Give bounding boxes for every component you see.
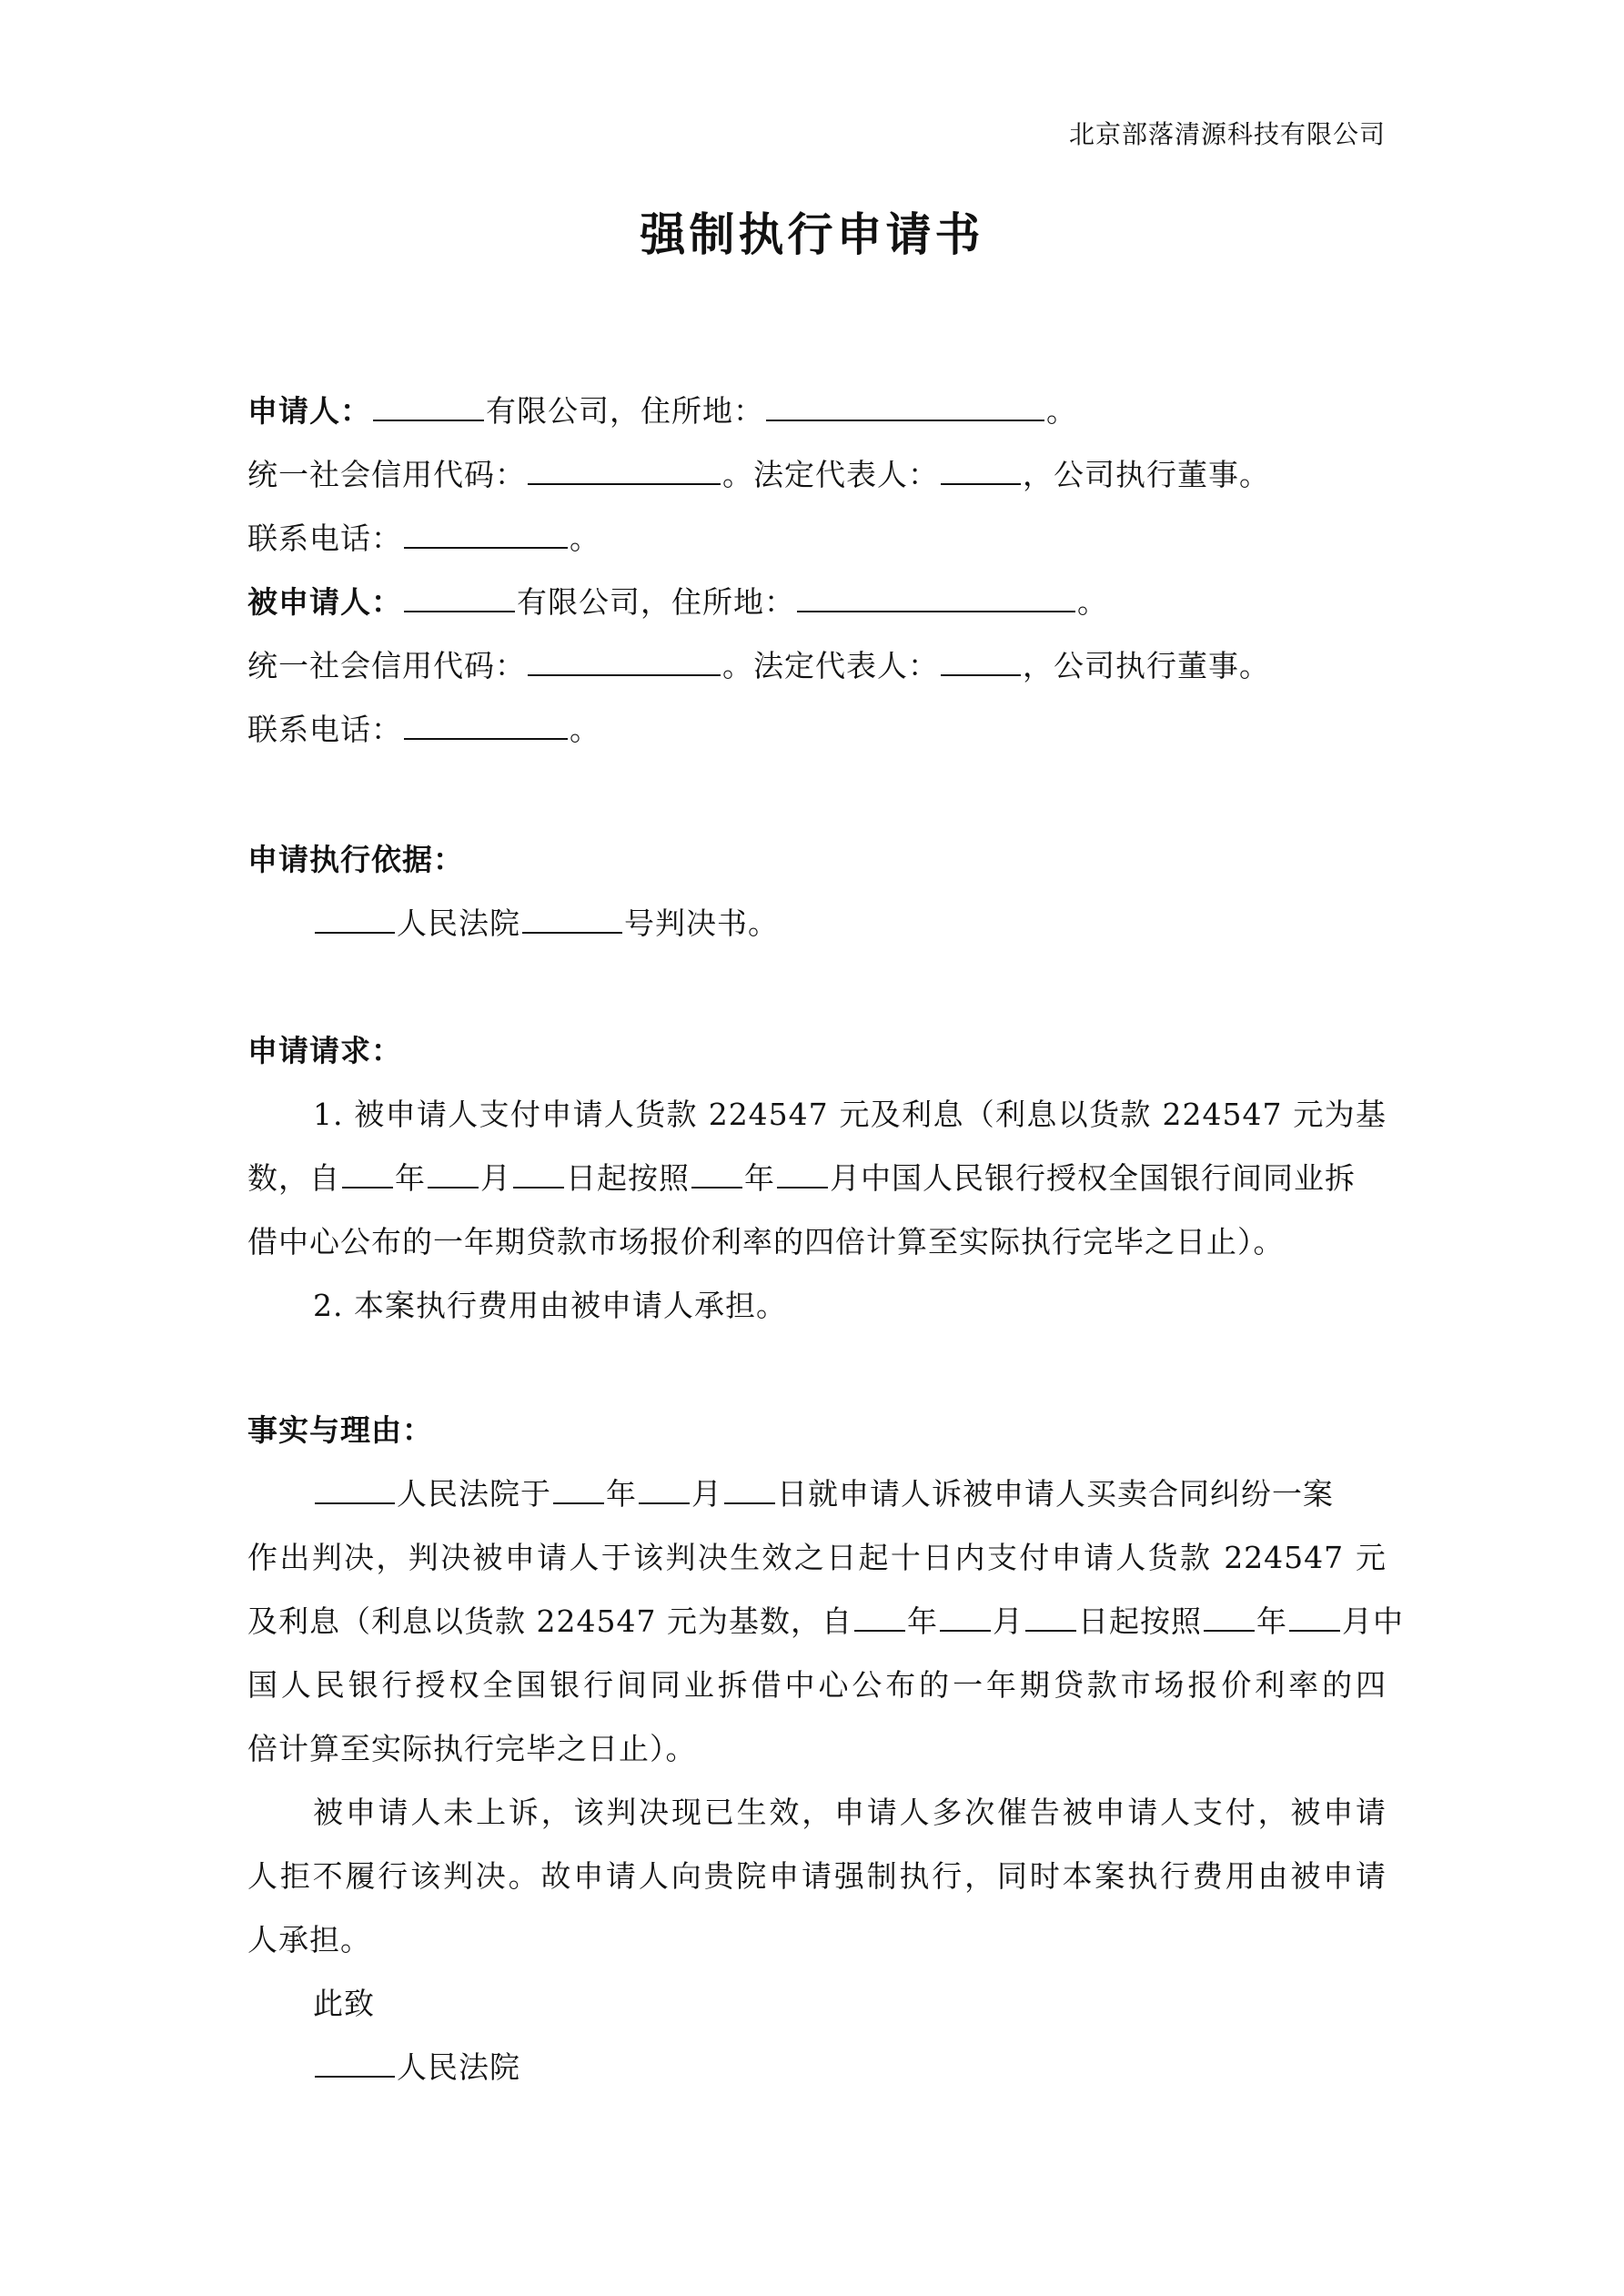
- request-item-2: 2. 本案执行费用由被申请人承担。: [313, 1288, 787, 1323]
- blank-field: [1025, 1604, 1076, 1632]
- addressee-court: [247, 2036, 1387, 2099]
- punctuation: 。: [570, 521, 600, 556]
- applicant-label: 申请人：: [247, 393, 371, 429]
- blank-field: [1289, 1604, 1340, 1632]
- facts-p2-line-3: 人承担。: [247, 1922, 371, 1957]
- blank-field: [854, 1604, 905, 1632]
- blank-field: [941, 458, 1021, 485]
- credit-code-label: 统一社会信用代码：: [247, 457, 526, 492]
- blank-field: [940, 1604, 991, 1632]
- blank-field: [528, 458, 721, 485]
- blank-field: [315, 1477, 395, 1504]
- credit-code-label: 统一社会信用代码：: [247, 648, 526, 683]
- text-span: 年: [906, 1603, 938, 1639]
- phone-label: 联系电话：: [247, 712, 402, 747]
- text-span: 日就申请人诉被申请人买卖合同纠纷一案: [777, 1476, 1334, 1512]
- text-span: 月: [691, 1476, 722, 1512]
- text-span: 年: [744, 1160, 775, 1196]
- respondent-credit-line: [247, 634, 1387, 698]
- facts-p1-line-1: [247, 1462, 1387, 1526]
- text-span: 日起按照: [1077, 1603, 1202, 1639]
- text-span: 月中国人民银行授权全国银行间同业拆: [830, 1160, 1356, 1196]
- blank-field: [522, 906, 622, 934]
- punctuation: 。: [1077, 584, 1108, 620]
- blank-field: [777, 1161, 828, 1188]
- facts-heading: 事实与理由：: [247, 1412, 433, 1448]
- requests-heading: 申请请求：: [247, 1033, 402, 1068]
- blank-field: [315, 2050, 395, 2078]
- facts-section: [247, 1399, 1404, 2099]
- blank-field: [373, 394, 484, 421]
- blank-field: [315, 906, 395, 934]
- header-company: 北京部落清源科技有限公司: [1068, 119, 1386, 149]
- basis-section: [247, 828, 1387, 956]
- facts-p2-line-1: 被申请人未上诉，该判决现已生效，申请人多次催告被申请人支付，被申请: [313, 1795, 1387, 1830]
- applicant-company-suffix: 有限公司，住所地：: [486, 393, 764, 429]
- phone-label: 联系电话：: [247, 521, 402, 556]
- basis-heading: 申请执行依据：: [247, 842, 464, 877]
- facts-p1-line-2: 作出判决，判决被申请人于该判决生效之日起十日内支付申请人货款 224547 元: [247, 1540, 1387, 1575]
- blank-field: [724, 1477, 775, 1504]
- applicant-line: [247, 379, 1387, 443]
- blank-field: [1204, 1604, 1255, 1632]
- blank-field: [513, 1161, 564, 1188]
- text-span: 月中: [1341, 1603, 1404, 1639]
- judgment-text: 号判决书。: [624, 905, 779, 941]
- respondent-line: [247, 571, 1387, 634]
- punctuation: 。: [570, 712, 600, 747]
- blank-field: [553, 1477, 604, 1504]
- applicant-credit-line: [247, 443, 1387, 507]
- blank-field: [428, 1161, 479, 1188]
- facts-p1-line-4: 国人民银行授权全国银行间同业拆借中心公布的一年期贷款市场报价利率的四: [247, 1667, 1387, 1703]
- text-span: 年: [395, 1160, 426, 1196]
- text-span: 数，自: [247, 1160, 340, 1196]
- blank-field: [342, 1161, 393, 1188]
- closing-salutation: 此致: [313, 1986, 375, 2021]
- respondent-label: 被申请人：: [247, 584, 402, 620]
- facts-p1-line-5: 倍计算至实际执行完毕之日止）。: [247, 1731, 697, 1766]
- facts-p1-line-3: [247, 1590, 1404, 1654]
- parties-section: [247, 379, 1387, 762]
- respondent-company-suffix: 有限公司，住所地：: [517, 584, 795, 620]
- text-span: 人民法院: [397, 2049, 520, 2085]
- blank-field: [941, 649, 1021, 676]
- blank-field: [797, 585, 1075, 612]
- blank-field: [404, 521, 568, 549]
- request-item-1-line-2: [247, 1147, 1387, 1210]
- basis-line: [247, 892, 1387, 956]
- blank-field: [404, 713, 568, 740]
- court-text: 人民法院: [397, 905, 520, 941]
- blank-field: [691, 1161, 742, 1188]
- facts-p2-line-2: 人拒不履行该判决。故申请人向贵院申请强制执行，同时本案执行费用由被申请: [247, 1858, 1387, 1894]
- punctuation: 。: [1046, 393, 1077, 429]
- blank-field: [766, 394, 1044, 421]
- blank-field: [639, 1477, 690, 1504]
- legal-rep-label: 。法定代表人：: [722, 648, 939, 683]
- text-span: 月: [992, 1603, 1024, 1639]
- requests-section: [247, 1019, 1387, 1338]
- request-item-1-line-3: 借中心公布的一年期贷款市场报价利率的四倍计算至实际执行完毕之日止）。: [247, 1224, 1285, 1259]
- respondent-phone-line: [247, 698, 1387, 762]
- blank-field: [528, 649, 721, 676]
- applicant-phone-line: [247, 507, 1387, 571]
- legal-rep-label: 。法定代表人：: [722, 457, 939, 492]
- text-span: 年: [606, 1476, 637, 1512]
- text-span: 及利息（利息以货款 224547 元为基数，自: [247, 1603, 852, 1639]
- legal-rep-suffix: ，公司执行董事。: [1023, 457, 1270, 492]
- request-item-1-line-1: 1. 被申请人支付申请人货款 224547 元及利息（利息以货款 224547 元为基: [313, 1097, 1387, 1132]
- legal-rep-suffix: ，公司执行董事。: [1023, 648, 1270, 683]
- text-span: 年: [1256, 1603, 1287, 1639]
- text-span: 月: [480, 1160, 511, 1196]
- text-span: 人民法院于: [397, 1476, 551, 1512]
- document-title: 强制执行申请书: [640, 208, 984, 261]
- text-span: 日起按照: [566, 1160, 690, 1196]
- blank-field: [404, 585, 515, 612]
